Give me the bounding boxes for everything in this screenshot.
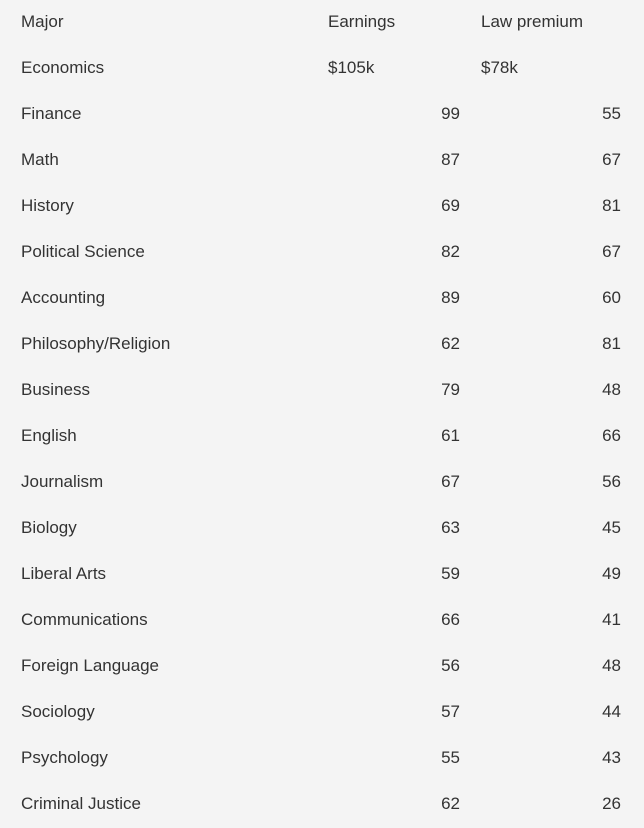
cell-earnings: 63 (441, 518, 460, 537)
table-row (0, 690, 644, 736)
table-row (0, 138, 644, 184)
cell-law-premium: 44 (602, 702, 621, 721)
table-row (0, 230, 644, 276)
cell-earnings: 87 (441, 150, 460, 169)
cell-major: Sociology (21, 702, 95, 721)
cell-major: Math (21, 150, 59, 169)
cell-major: Communications (21, 610, 148, 629)
table-header-row (0, 0, 644, 46)
cell-law-premium: 55 (602, 104, 621, 123)
cell-law-premium: 48 (602, 656, 621, 675)
table-row (0, 368, 644, 414)
cell-earnings: 61 (441, 426, 460, 445)
cell-major: Foreign Language (21, 656, 160, 675)
cell-earnings: 55 (441, 748, 460, 767)
table-row (0, 506, 644, 552)
cell-earnings: 66 (441, 610, 460, 629)
table-row (0, 552, 644, 598)
table-row (0, 598, 644, 644)
header-law-premium: Law premium (481, 12, 584, 31)
table-row (0, 460, 644, 506)
cell-major: Psychology (21, 748, 108, 767)
cell-earnings: 62 (441, 334, 460, 353)
cell-major: Political Science (21, 242, 145, 261)
table-row (0, 322, 644, 368)
cell-major: Biology (21, 518, 77, 537)
cell-law-premium: 66 (602, 426, 621, 445)
cell-law-premium: 43 (602, 748, 621, 767)
cell-major: Liberal Arts (21, 564, 107, 583)
cell-earnings: 69 (441, 196, 460, 215)
cell-law-premium: 56 (602, 472, 621, 491)
cell-major: Economics (21, 58, 105, 77)
cell-earnings: 59 (441, 564, 460, 583)
table-row (0, 46, 644, 92)
cell-earnings: 57 (441, 702, 460, 721)
cell-law-premium: 67 (602, 150, 621, 169)
cell-law-premium: 67 (602, 242, 621, 261)
cell-earnings: 62 (441, 794, 460, 813)
cell-earnings: 79 (441, 380, 460, 399)
cell-earnings: $105k (328, 58, 375, 77)
cell-major: Philosophy/Religion (21, 334, 171, 353)
table-row (0, 184, 644, 230)
cell-earnings: 56 (441, 656, 460, 675)
cell-earnings: 89 (441, 288, 460, 307)
header-major: Major (21, 12, 64, 31)
cell-law-premium: 48 (602, 380, 621, 399)
table-row (0, 736, 644, 782)
cell-law-premium: $78k (481, 58, 518, 77)
table-row (0, 782, 644, 828)
cell-earnings: 99 (441, 104, 460, 123)
table-body (0, 46, 644, 828)
cell-law-premium: 81 (602, 334, 621, 353)
cell-earnings: 82 (441, 242, 460, 261)
cell-law-premium: 60 (602, 288, 621, 307)
cell-major: Accounting (21, 288, 106, 307)
table-row (0, 92, 644, 138)
cell-law-premium: 45 (602, 518, 621, 537)
table-row (0, 644, 644, 690)
cell-major: Journalism (21, 472, 104, 491)
cell-law-premium: 81 (602, 196, 621, 215)
cell-law-premium: 26 (602, 794, 621, 813)
cell-major: Business (21, 380, 90, 399)
cell-law-premium: 49 (602, 564, 621, 583)
cell-major: Criminal Justice (21, 794, 141, 813)
table-row (0, 414, 644, 460)
cell-major: History (21, 196, 74, 215)
cell-law-premium: 41 (602, 610, 621, 629)
header-earnings: Earnings (328, 12, 396, 31)
cell-earnings: 67 (441, 472, 460, 491)
cell-major: Finance (21, 104, 82, 123)
cell-major: English (21, 426, 77, 445)
table-row (0, 276, 644, 322)
